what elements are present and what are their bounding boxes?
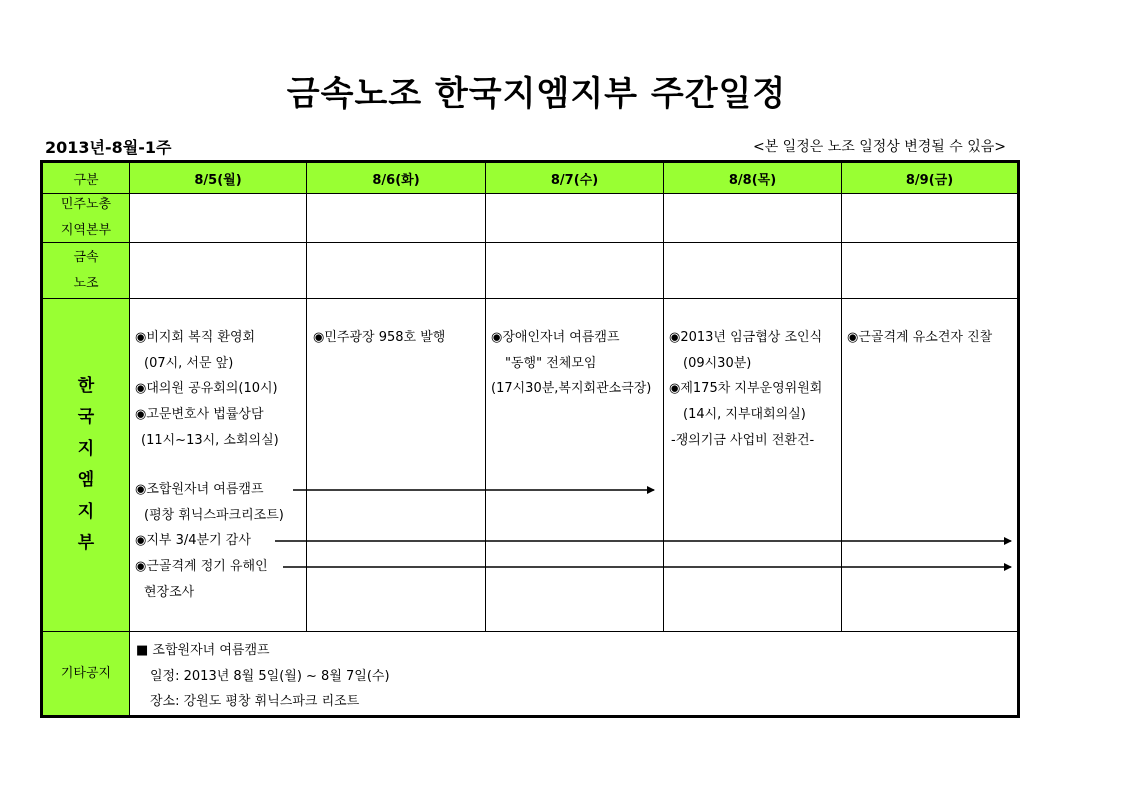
event-item: ◉근골격계 유소견자 진찰 — [847, 330, 993, 345]
row-label-regional-line2: 지역본부 — [60, 223, 112, 238]
event-detail: (11시~13시, 소회의실) — [141, 432, 279, 448]
event-detail: (17시30분,복지회관소극장) — [491, 381, 652, 397]
row-label-branch-char: 지 — [77, 438, 95, 459]
event-detail: (07시, 서문 앞) — [144, 355, 234, 371]
row-label-branch-char: 한 — [77, 375, 95, 396]
row-label-other: 기타공지 — [43, 632, 129, 715]
event-detail: -쟁의기금 사업비 전환건- — [671, 432, 815, 448]
multi-day-event-camp: ◉조합원자녀 여름캠프 — [135, 482, 264, 497]
multi-day-event-inspection-detail: 현장조사 — [144, 584, 195, 600]
event-item: ◉장애인자녀 여름캠프 — [491, 330, 620, 345]
row-label-branch-char: 지 — [77, 501, 95, 522]
notice-date: 일정: 2013년 8월 5일(월) ~ 8월 7일(수) — [150, 668, 390, 684]
event-item: ◉비지회 복직 환영회 — [135, 330, 256, 345]
schedule-table — [40, 160, 1020, 718]
page-title: 금속노조 한국지엠지부 주간일정 — [286, 74, 787, 114]
multi-day-event-camp-detail: (평창 휘닉스파크리조트) — [144, 507, 284, 523]
notice-location: 장소: 강원도 평창 휘닉스파크 리조트 — [150, 694, 360, 710]
event-item: ◉제175차 지부운영위원회 — [669, 381, 823, 397]
header-day-tue: 8/6(화) — [307, 163, 485, 193]
multi-day-event-inspection: ◉근골격계 정기 유해인 — [135, 559, 268, 575]
row-label-branch-char: 국 — [77, 407, 95, 427]
event-detail: (14시, 지부대회의실) — [683, 407, 806, 423]
change-notice: <본 일정은 노조 일정상 변경될 수 있음> — [752, 139, 1006, 155]
row-label-union-line2: 노조 — [73, 275, 99, 291]
row-label-branch-char: 엠 — [77, 470, 95, 490]
row-label-regional-line1: 민주노총 — [60, 197, 112, 212]
header-day-thu: 8/8(목) — [664, 163, 841, 193]
header-day-wed: 8/7(수) — [486, 163, 663, 193]
event-detail: "동행" 전체모임 — [505, 355, 597, 371]
row-label-branch-char: 부 — [77, 533, 95, 553]
event-item: ◉2013년 임금협상 조인식 — [669, 330, 823, 345]
event-item: ◉대의원 공유회의(10시) — [135, 381, 278, 397]
header-day-mon: 8/5(월) — [130, 163, 306, 193]
notice-heading: ■ 조합원자녀 여름캠프 — [136, 643, 270, 658]
event-item: ◉고문변호사 법률상담 — [135, 407, 264, 423]
multi-day-event-audit: ◉지부 3/4분기 감사 — [135, 533, 251, 549]
week-label: 2013년-8월-1주 — [45, 138, 172, 157]
event-item: ◉민주광장 958호 발행 — [313, 330, 446, 345]
header-category: 구분 — [43, 163, 129, 193]
other-notice — [136, 638, 390, 715]
event-detail: (09시30분) — [683, 355, 752, 371]
row-label-union-line1: 금속 — [73, 249, 99, 265]
header-day-fri: 8/9(금) — [842, 163, 1017, 193]
